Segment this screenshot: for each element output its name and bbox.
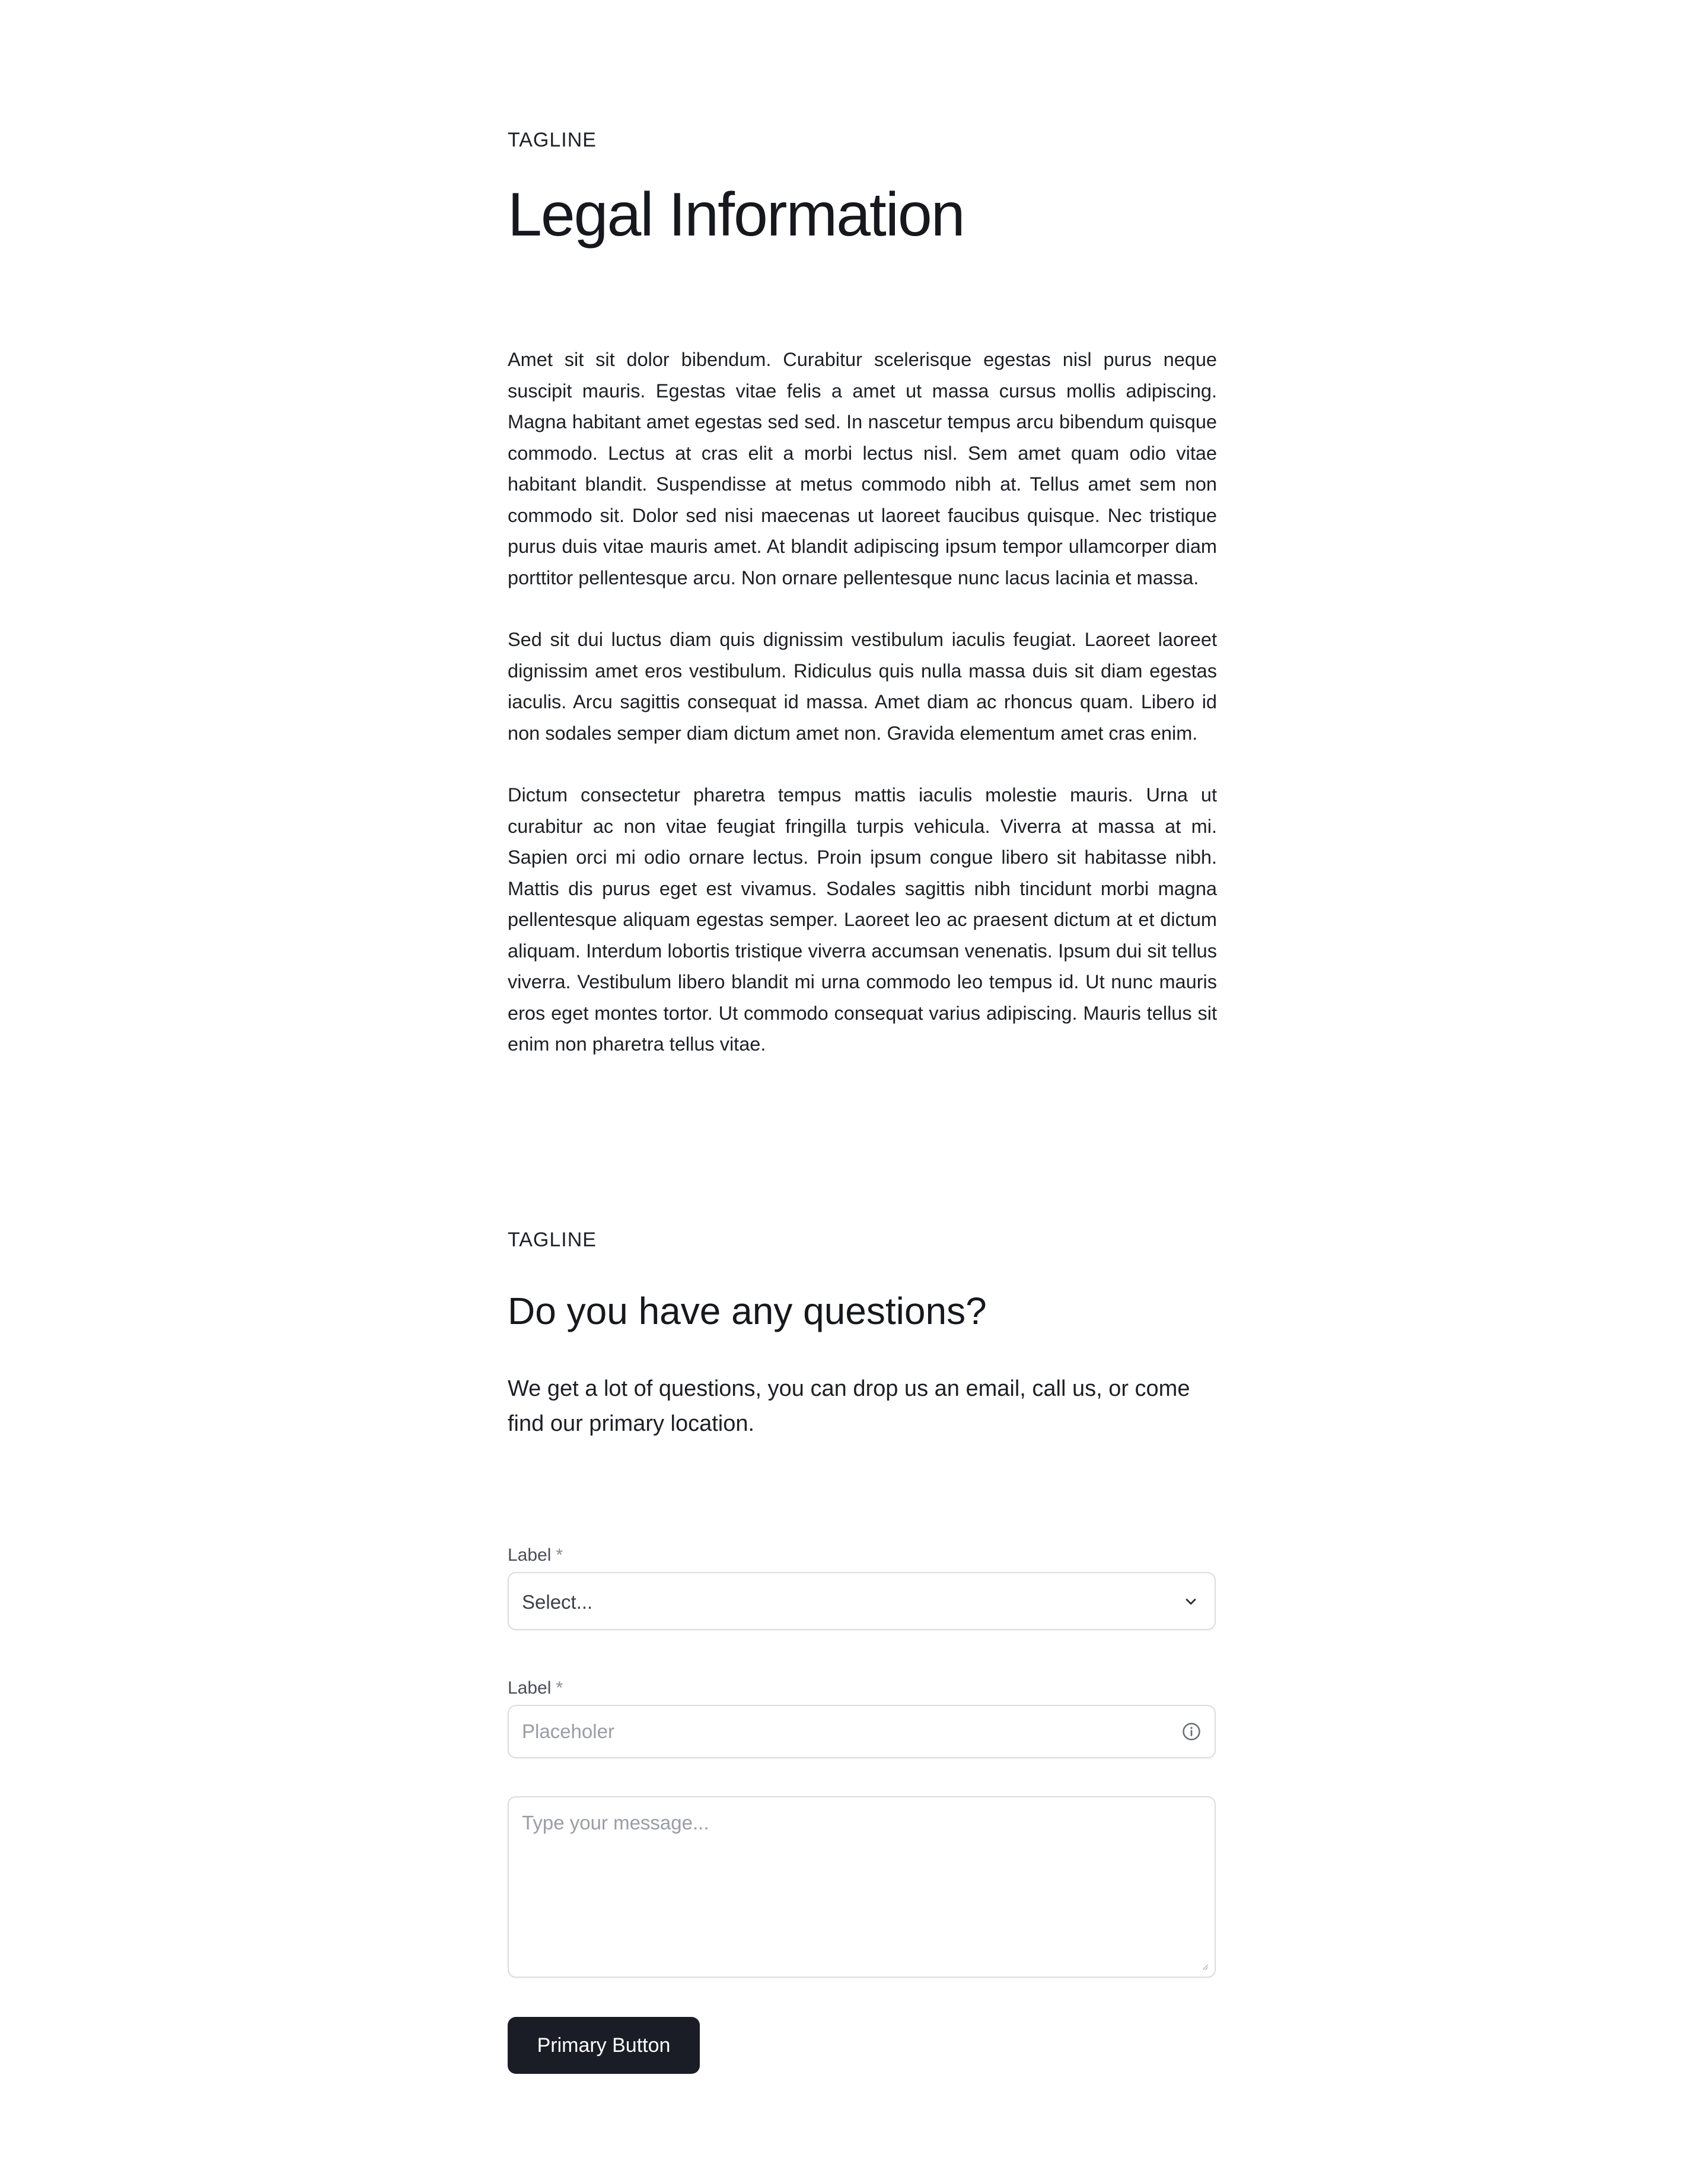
text-input-wrapper <box>508 1705 1216 1758</box>
topic-select[interactable] <box>508 1572 1216 1630</box>
message-textarea[interactable] <box>522 1810 1192 1959</box>
text-input[interactable] <box>522 1706 1145 1757</box>
resize-handle-icon[interactable] <box>1200 1962 1209 1971</box>
required-asterisk: * <box>556 1545 563 1565</box>
select-label-text: Label <box>508 1545 552 1565</box>
legal-paragraph: Dictum consectetur pharetra tempus mattis iaculis molestie mauris. Urna ut curabitur ac non vitae feugiat fringilla turpis vehicula. Viverra at massa at mi. Sapien orci mi odio ornare lectus. Proin ipsum congue libero sit habitasse nibh. Mattis dis purus eget est vivamus. Sodales sagittis nibh tincidunt morbi magna pellentesque aliquam egestas semper. Laoreet leo ac praesent dictum at et dictum aliquam. Interdum lobortis tristique viverra accumsan venenatis. Ipsum dui sit tellus viverra. Vestibulum libero blandit mi urna commodo leo tempus id. Ut nunc mauris eros eget montes tortor. Ut commodo consequat varius adipiscing. Mauris tellus sit enim non pharetra tellus vitae. <box>508 784 1217 1055</box>
page-title: Legal Information <box>508 180 964 249</box>
legal-tagline: TAGLINE <box>508 129 597 151</box>
input-field-label <box>508 1678 563 1699</box>
message-textarea-wrapper <box>508 1796 1216 1978</box>
legal-body <box>508 344 1217 1091</box>
contact-title: Do you have any questions? <box>508 1290 987 1332</box>
legal-paragraph: Sed sit dui luctus diam quis dignissim vestibulum iaculis feugiat. Laoreet laoreet dignissim amet eros vestibulum. Ridiculus quis nulla massa duis sit diam egestas iaculis. Arcu sagittis consequat id massa. Amet diam ac rhoncus quam. Libero id non sodales semper diam dictum amet non. Gravida elementum amet cras enim. <box>508 629 1217 744</box>
info-icon[interactable] <box>1181 1721 1202 1742</box>
input-label-text: Label <box>508 1678 552 1698</box>
chevron-down-icon <box>1183 1593 1199 1610</box>
select-field-label <box>508 1545 563 1566</box>
contact-tagline: TAGLINE <box>508 1229 597 1251</box>
legal-paragraph: Amet sit sit dolor bibendum. Curabitur scelerisque egestas nisl purus neque suscipit mauris. Egestas vitae felis a amet ut massa cursus mollis adipiscing. Magna habitant amet egestas sed sed. In nascetur tempus arcu bibendum quisque commodo. Lectus at cras elit a morbi lectus nisl. Sem amet quam odio vitae habitant blandit. Suspendisse at metus commodo nibh at. Tellus amet sem non commodo sit. Dolor sed nisi maecenas ut laoreet faucibus quisque. Nec tristique purus duis vitae mauris amet. At blandit adipiscing ipsum tempor ullamcorper diam porttitor pellentesque arcu. Non ornare pellentesque nunc lacus lacinia et massa. <box>508 349 1217 588</box>
contact-lead: We get a lot of questions, you can drop us an email, call us, or come find our primary location. <box>508 1376 1190 1436</box>
select-value: Select... <box>522 1591 593 1613</box>
primary-button[interactable]: Primary Button <box>508 2017 700 2074</box>
required-asterisk: * <box>556 1678 563 1698</box>
